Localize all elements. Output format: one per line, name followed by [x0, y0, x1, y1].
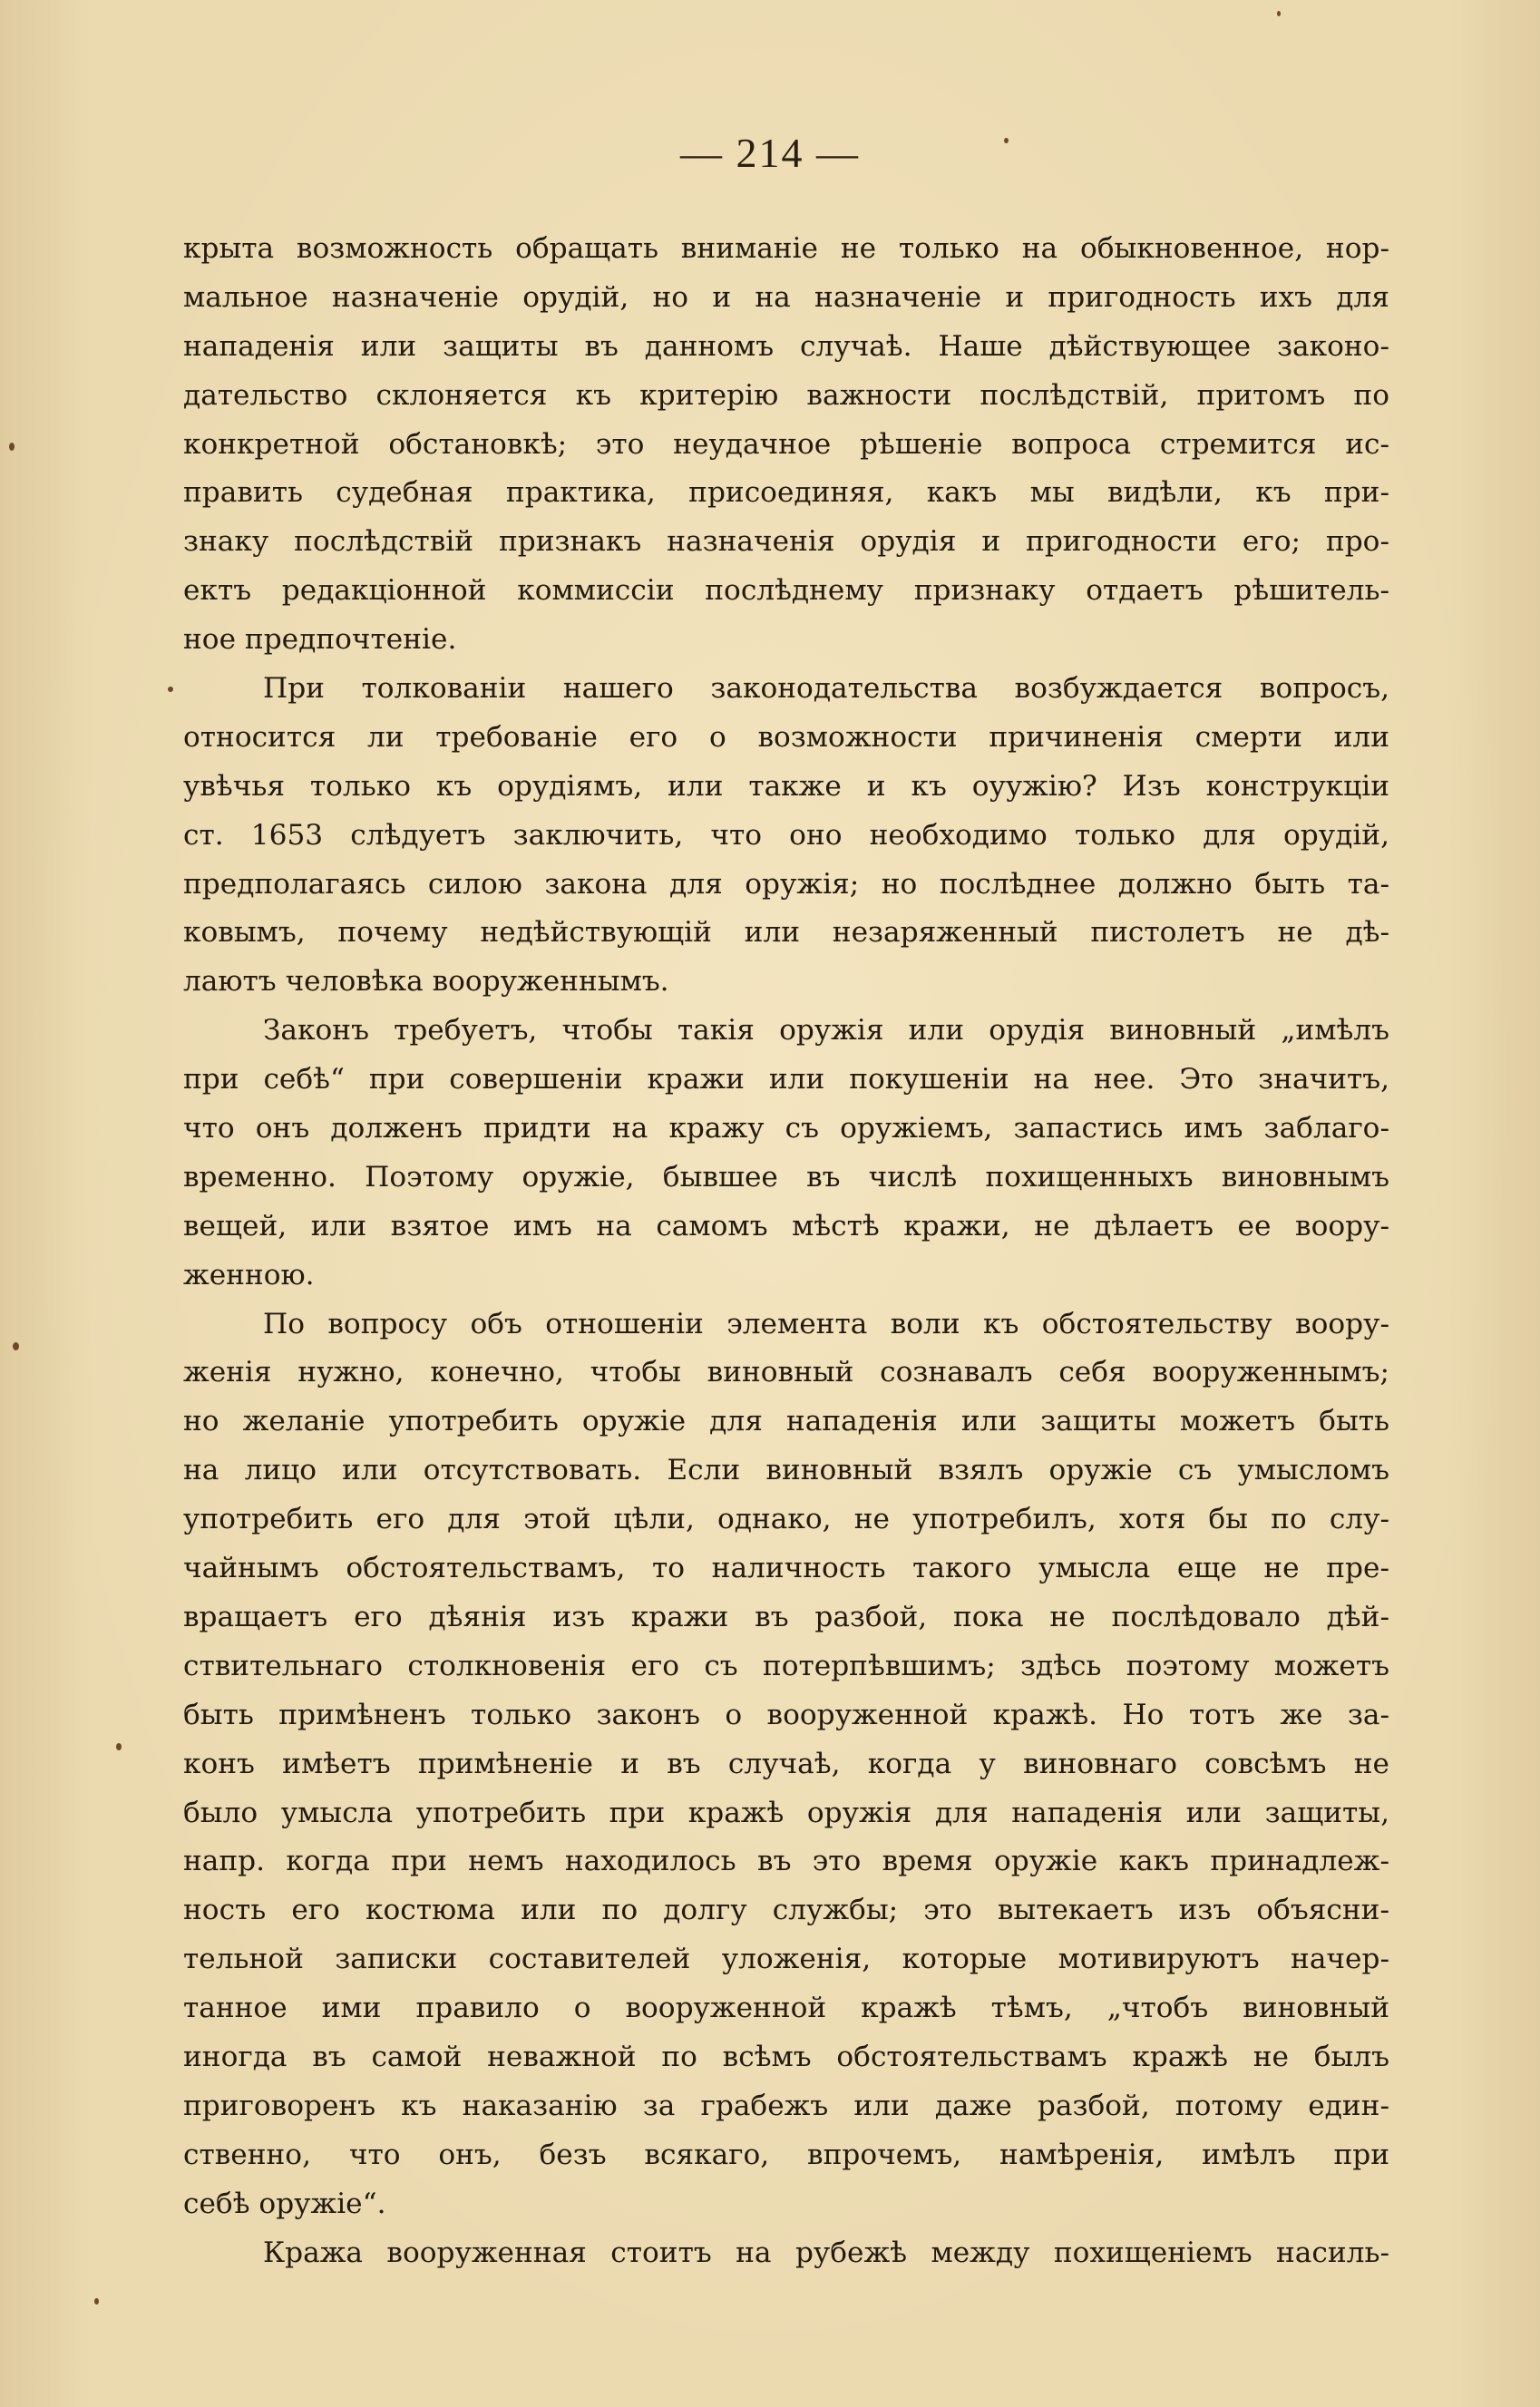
text-line: вращаетъ его дѣянія изъ кражи въ разбой, пока не послѣдовало дѣй-: [183, 1600, 1389, 1633]
text-line: вещей, или взятое имъ на самомъ мѣстѣ кражи, не дѣлаетъ ее воору-: [183, 1209, 1389, 1242]
text-line: ствительнаго столкновенія его съ потерпѣвшимъ; здѣсь поэтому можетъ: [183, 1649, 1389, 1682]
text-line: что онъ долженъ придти на кражу съ оружіемъ, запастись имъ заблаго-: [183, 1112, 1389, 1145]
text-line: ковымъ, почему недѣйствующій или незаряженный пистолетъ не дѣ-: [183, 916, 1389, 950]
text-line: временно. Поэтому оружіе, бывшее въ числѣ похищенныхъ виновнымъ: [183, 1160, 1389, 1194]
paper-speck: [168, 687, 173, 692]
page-number: — 214 —: [680, 130, 860, 176]
text-line: ст. 1653 слѣдуетъ заключить, что оно необходимо только для орудій,: [183, 818, 1389, 852]
text-line: ное предпочтеніе.: [183, 623, 457, 657]
text-line: тельной записки составителей уложенія, которые мотивируютъ начер-: [183, 1943, 1389, 1976]
text-line: мальное назначеніе орудій, но и на назначеніе и пригодность ихъ для: [183, 280, 1389, 314]
text-line: править судебная практика, присоединяя, какъ мы видѣли, къ при-: [183, 476, 1389, 510]
text-line: ность его костюма или по долгу службы; это вытекаетъ изъ объясни-: [183, 1894, 1389, 1927]
paper-speck: [94, 2298, 99, 2305]
text-line: крыта возможность обращать вниманіе не только на обыкновенное, нор-: [183, 232, 1389, 265]
text-line: предполагаясь силою закона для оружія; но послѣднее должно быть та-: [183, 867, 1389, 901]
text-line: лаютъ человѣка вооруженнымъ.: [183, 965, 669, 999]
text-line: дательство склоняется къ критерію важности послѣдствій, притомъ по: [183, 378, 1389, 412]
text-line: чайнымъ обстоятельствамъ, то наличность такого умысла еще не пре-: [183, 1552, 1389, 1585]
text-line: себѣ оружіе“.: [183, 2187, 386, 2220]
paragraph-first-line: Законъ требуетъ, чтобы такія оружія или орудія виновный „имѣлъ: [263, 1014, 1389, 1048]
text-line: употребить его для этой цѣли, однако, не употребилъ, хотя бы по слу-: [183, 1503, 1389, 1536]
text-line: женія нужно, конечно, чтобы виновный сознавалъ себя вооруженнымъ;: [183, 1356, 1389, 1389]
paper-speck: [13, 1342, 19, 1350]
text-line: увѣчья только къ орудіямъ, или также и къ оуужію? Изъ конструкціи: [183, 769, 1389, 803]
text-line: приговоренъ къ наказанію за грабежъ или даже разбой, потому един-: [183, 2089, 1389, 2122]
text-line: женною.: [183, 1258, 315, 1291]
text-line: иногда въ самой неважной по всѣмъ обстоятельствамъ кражѣ не былъ: [183, 2040, 1389, 2073]
text-line: но желаніе употребить оружіе для нападенія или защиты можетъ быть: [183, 1405, 1389, 1438]
paper-speck: [116, 1743, 122, 1750]
text-line: конкретной обстановкѣ; это неудачное рѣшеніе вопроса стремится ис-: [183, 427, 1389, 461]
text-line: знаку послѣдствій признакъ назначенія орудія и пригодности его; про-: [183, 525, 1389, 559]
text-line: было умысла употребить при кражѣ оружія для нападенія или защиты,: [183, 1796, 1389, 1829]
text-line: быть примѣненъ только законъ о вооруженной кражѣ. Но тотъ же за-: [183, 1698, 1389, 1731]
paper-speck: [1004, 138, 1009, 143]
text-line: нападенія или защиты въ данномъ случаѣ. Наше дѣйствующее законо-: [183, 329, 1389, 363]
text-line: при себѣ“ при совершеніи кражи или покушеніи на нее. Это значитъ,: [183, 1063, 1389, 1096]
paragraph-first-line: По вопросу объ отношеніи элемента воли къ обстоятельству воору-: [263, 1307, 1389, 1340]
text-line: на лицо или отсутствовать. Если виновный взялъ оружіе съ умысломъ: [183, 1454, 1389, 1487]
paragraph-first-line: При толкованіи нашего законодательства возбуждается вопросъ,: [263, 672, 1389, 706]
text-line: относится ли требованіе его о возможности причиненія смерти или: [183, 720, 1389, 754]
paragraph-first-line: Кража вооруженная стоитъ на рубежѣ между похищеніемъ насиль-: [263, 2236, 1389, 2269]
text-line: ственно, что онъ, безъ всякаго, впрочемъ, намѣренія, имѣлъ при: [183, 2138, 1389, 2171]
text-line: ектъ редакціонной коммиссіи послѣднему признаку отдаетъ рѣшитель-: [183, 574, 1389, 608]
paper-speck: [9, 443, 15, 451]
text-line: конъ имѣетъ примѣненіе и въ случаѣ, когда у виновнаго совсѣмъ не: [183, 1747, 1389, 1780]
text-line: танное ими правило о вооруженной кражѣ тѣмъ, „чтобъ виновный: [183, 1992, 1389, 2025]
paper-speck: [1277, 11, 1281, 16]
body-text: [183, 225, 1389, 2277]
text-line: напр. когда при немъ находилось въ это время оружіе какъ принадлеж-: [183, 1845, 1389, 1878]
